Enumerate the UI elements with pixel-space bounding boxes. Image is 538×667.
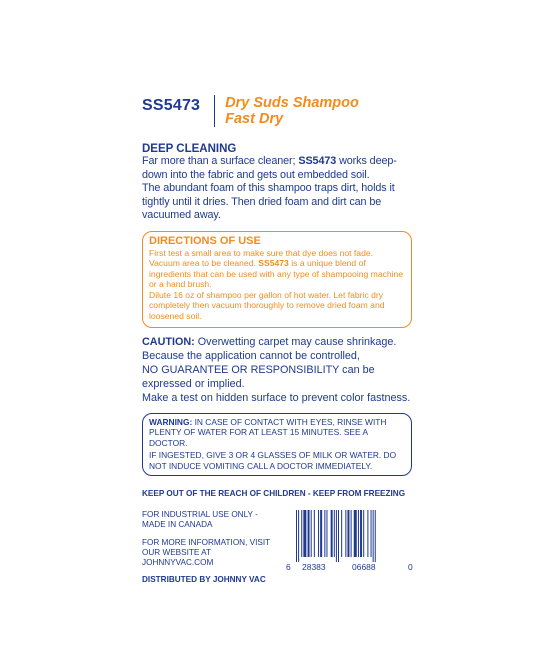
header-divider bbox=[214, 95, 215, 127]
directions-box bbox=[142, 231, 412, 328]
warning-text1: IN CASE OF CONTACT WITH EYES, RINSE WITH PLENTY OF WATER FOR AT LEAST 15 MINUTES. SEE A DOCTOR. bbox=[149, 416, 387, 448]
barcode-bar bbox=[373, 510, 374, 562]
deep-cleaning-title: DEEP CLEANING bbox=[142, 143, 237, 155]
industrial-notice: FOR INDUSTRIAL USE ONLY - MADE IN CANADA bbox=[142, 510, 258, 530]
barcode-bar bbox=[326, 510, 327, 557]
barcode-bar bbox=[331, 510, 333, 557]
barcode-bar bbox=[345, 510, 346, 557]
product-name-line1: Dry Suds Shampoo bbox=[225, 95, 359, 111]
directions-text1: First test a small area to make sure that dye does not fade. bbox=[149, 247, 374, 258]
directions-text2 bbox=[149, 258, 405, 290]
warning-line1 bbox=[149, 417, 403, 449]
barcode-bar bbox=[358, 510, 359, 557]
barcode-bar bbox=[301, 510, 302, 557]
directions-text2-a: Vacuum area to be cleaned. bbox=[149, 258, 259, 269]
directions-title: DIRECTIONS OF USE bbox=[149, 234, 261, 247]
deep-cleaning-p1 bbox=[142, 155, 412, 182]
caution-line2: Because the application cannot be controlled, bbox=[142, 349, 360, 362]
barcode-bar bbox=[347, 510, 349, 557]
directions-text3: Dilute 16 oz of shampoo per gallon of hot water. Let fabric dry completely then vacuum thoroughly to remove dried foam and loosened soil. bbox=[149, 289, 385, 322]
directions-text2-code: SS5473 bbox=[258, 258, 289, 269]
product-name-line2: Fast Dry bbox=[225, 111, 284, 127]
barcode-bar bbox=[296, 510, 297, 562]
barcode-bar bbox=[308, 510, 310, 557]
caution-line3: NO GUARANTEE OR RESPONSIBILITY can be expressed or implied. bbox=[142, 363, 375, 390]
deep-cleaning-p1-b: works deep-down into the fabric and gets out embedded soil. bbox=[142, 155, 397, 181]
barcode-bar bbox=[367, 510, 368, 557]
barcode-bar bbox=[320, 510, 322, 557]
warning-line2: IF INGESTED, GIVE 3 OR 4 GLASSES OF MILK OR WATER. DO NOT INDUCE VOMITING CALL A DOCTOR IMMEDIATELY. bbox=[149, 450, 397, 471]
barcode-digit-first: 6 bbox=[286, 562, 291, 573]
barcode-bar bbox=[371, 510, 372, 557]
product-label bbox=[142, 95, 412, 585]
barcode-bar bbox=[334, 510, 335, 557]
caution-label: CAUTION: bbox=[142, 335, 195, 348]
barcode-bar bbox=[318, 510, 319, 557]
barcode-bar bbox=[324, 510, 325, 557]
label-footer bbox=[142, 510, 412, 585]
barcode-bar bbox=[311, 510, 312, 557]
label-header bbox=[142, 95, 412, 131]
barcode-bar bbox=[354, 510, 357, 557]
distributor: DISTRIBUTED BY JOHNNY VAC bbox=[142, 575, 266, 585]
caution-line1 bbox=[142, 335, 412, 349]
barcode-digits-right: 06688 bbox=[352, 562, 376, 573]
barcode-bar bbox=[338, 510, 339, 562]
caution-block bbox=[142, 335, 412, 405]
barcode bbox=[286, 510, 413, 573]
website-info: FOR MORE INFORMATION, VISIT OUR WEBSITE AT JOHNNYVAC.COM bbox=[142, 538, 270, 568]
warning-box bbox=[142, 413, 412, 477]
barcode-digit-last: 0 bbox=[408, 562, 413, 573]
barcode-digits-left: 28383 bbox=[302, 562, 326, 573]
barcode-bar bbox=[298, 510, 299, 562]
keep-out-notice: KEEP OUT OF THE REACH OF CHILDREN - KEEP FROM FREEZING bbox=[142, 489, 406, 499]
barcode-bar bbox=[314, 510, 315, 557]
product-name bbox=[225, 95, 359, 127]
product-code: SS5473 bbox=[142, 97, 201, 114]
caution-text1: Overwetting carpet may cause shrinkage. bbox=[194, 335, 397, 348]
deep-cleaning-p1-code: SS5473 bbox=[298, 155, 337, 167]
directions-text2-b: is a unique blend of ingredients that can be used with any type of shampooing machine or a hand brush. bbox=[149, 258, 404, 290]
caution-line4: Make a test on hidden surface to prevent color fastness. bbox=[142, 391, 411, 404]
barcode-bar bbox=[360, 510, 362, 557]
deep-cleaning-p2: The abundant foam of this shampoo traps dirt, holds it tightly until it dries. Then dried foam and dirt can be vacuumed away. bbox=[142, 182, 395, 221]
warning-label: WARNING: bbox=[149, 416, 193, 427]
barcode-bar bbox=[375, 510, 376, 562]
barcode-bar bbox=[303, 510, 306, 557]
footer-info bbox=[142, 510, 282, 585]
deep-cleaning-p1-a: Far more than a surface cleaner; bbox=[142, 155, 299, 167]
barcode-bar bbox=[336, 510, 337, 562]
barcode-bar bbox=[341, 510, 342, 557]
barcode-bars bbox=[288, 510, 412, 562]
barcode-bar bbox=[351, 510, 352, 557]
barcode-bar bbox=[363, 510, 364, 557]
